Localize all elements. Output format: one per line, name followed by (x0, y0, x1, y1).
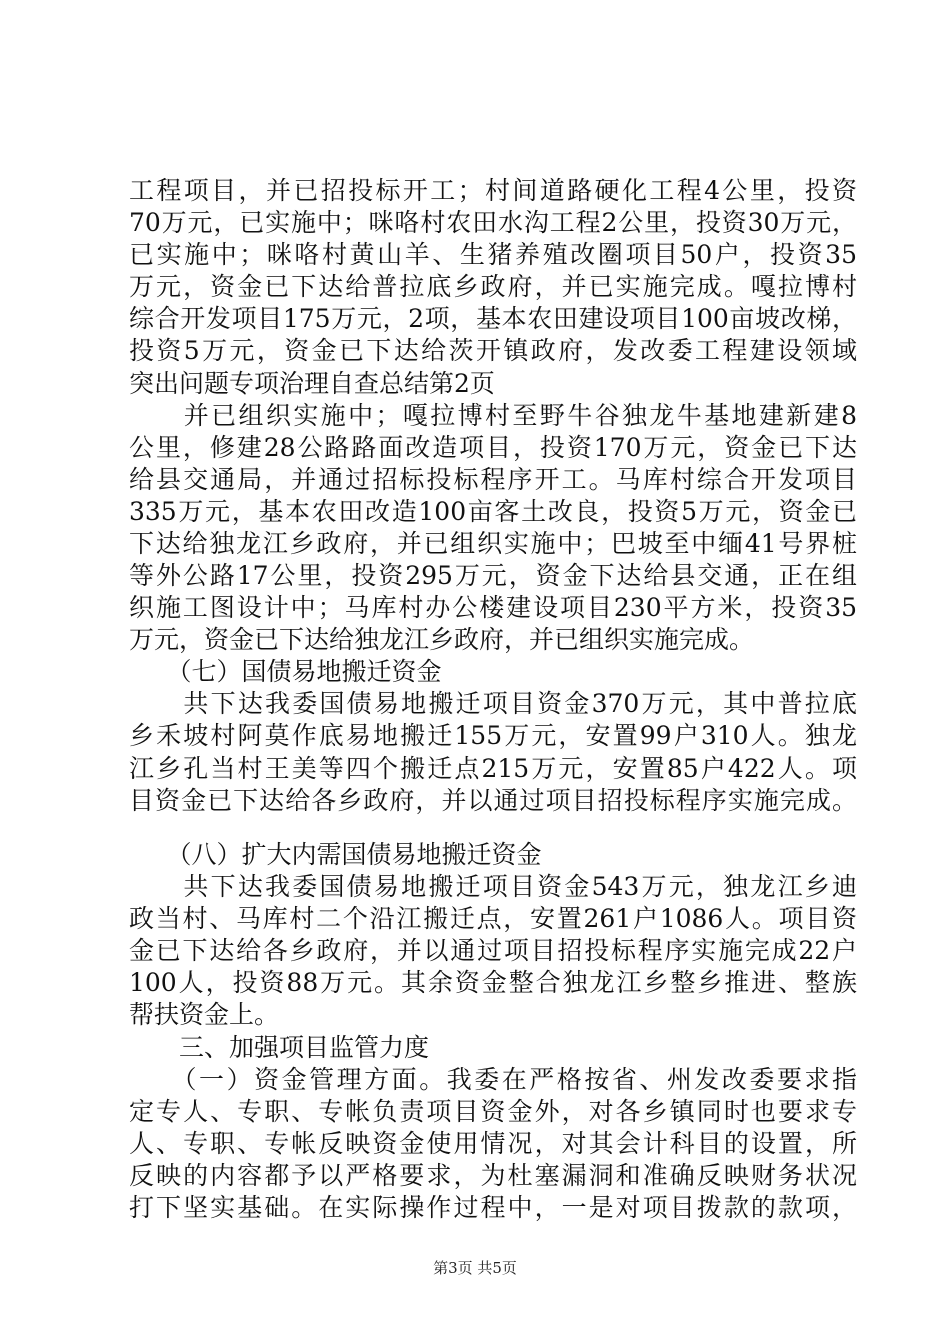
text-line: 共下达我委国债易地搬迁项目资金370万元，其中普拉底 (129, 689, 857, 718)
section-heading: 三、加强项目监管力度 (129, 1033, 430, 1062)
text-line: 乡禾坡村阿莫作底易地搬迁155万元，安置99户310人。独龙 (129, 721, 857, 750)
text-line: 已实施中；咪咯村黄山羊、生猪养殖改圈项目50户，投资35 (129, 240, 857, 269)
text-line: 万元，资金已下达给独龙江乡政府，并已组织实施完成。 (129, 625, 755, 654)
text-line: 反映的内容都予以严格要求，为杜塞漏洞和准确反映财务状况 (129, 1161, 857, 1190)
text-line: 目资金已下达给各乡政府，并以通过项目招投标程序实施完成。 (129, 786, 857, 815)
text-line: 工程项目，并已招投标开工；村间道路硬化工程4公里，投资 (129, 176, 857, 205)
text-line: 政当村、马库村二个沿江搬迁点，安置261户1086人。项目资 (129, 904, 857, 933)
text-line: 江乡孔当村王美等四个搬迁点215万元，安置85户422人。项 (129, 754, 857, 783)
section-heading: （八）扩大内需国债易地搬迁资金 (129, 840, 542, 869)
text-line: 投资5万元，资金已下达给茨开镇政府，发改委工程建设领域 (129, 336, 857, 365)
text-line: 织施工图设计中；马库村办公楼建设项目230平方米，投资35 (129, 593, 857, 622)
text-line: 共下达我委国债易地搬迁项目资金543万元，独龙江乡迪 (129, 872, 857, 901)
text-line: 打下坚实基础。在实际操作过程中，一是对项目拨款的款项， (129, 1193, 857, 1222)
text-line: 人、专职、专帐反映资金使用情况，对其会计科目的设置，所 (129, 1129, 857, 1158)
text-line: 70万元，已实施中；咪咯村农田水沟工程2公里，投资30万元， (129, 208, 857, 237)
text-line: 等外公路17公里，投资295万元，资金下达给县交通，正在组 (129, 561, 857, 590)
text-line: 金已下达给各乡政府，并以通过项目招投标程序实施完成22户 (129, 936, 857, 965)
text-line: 下达给独龙江乡政府，并已组织实施中；巴坡至中缅41号界桩 (129, 529, 857, 558)
text-line: 综合开发项目175万元，2项，基本农田建设项目100亩坡改梯， (129, 304, 857, 333)
text-line: 100人，投资88万元。其余资金整合独龙江乡整乡推进、整族 (129, 968, 857, 997)
text-line: 给县交通局，并通过招标投标程序开工。马库村综合开发项目 (129, 465, 857, 494)
text-line: （一）资金管理方面。我委在严格按省、州发改委要求指 (129, 1065, 857, 1094)
text-line: 并已组织实施中；嘎拉博村至野牛谷独龙牛基地建新建8 (129, 401, 857, 430)
text-line: 公里，修建28公路路面改造项目，投资170万元，资金已下达 (129, 433, 857, 462)
text-line: 帮扶资金上。 (129, 1000, 280, 1029)
section-heading: （七）国债易地搬迁资金 (129, 657, 442, 686)
text-line: 335万元，基本农田改造100亩客土改良，投资5万元，资金已 (129, 497, 857, 526)
text-line: 突出问题专项治理自查总结第2页 (129, 369, 495, 398)
text-line: 定专人、专职、专帐负责项目资金外，对各乡镇同时也要求专 (129, 1097, 857, 1126)
text-line: 万元，资金已下达给普拉底乡政府，并已实施完成。嘎拉博村 (129, 272, 857, 301)
page-number-footer: 第3页 共5页 (433, 1259, 517, 1277)
